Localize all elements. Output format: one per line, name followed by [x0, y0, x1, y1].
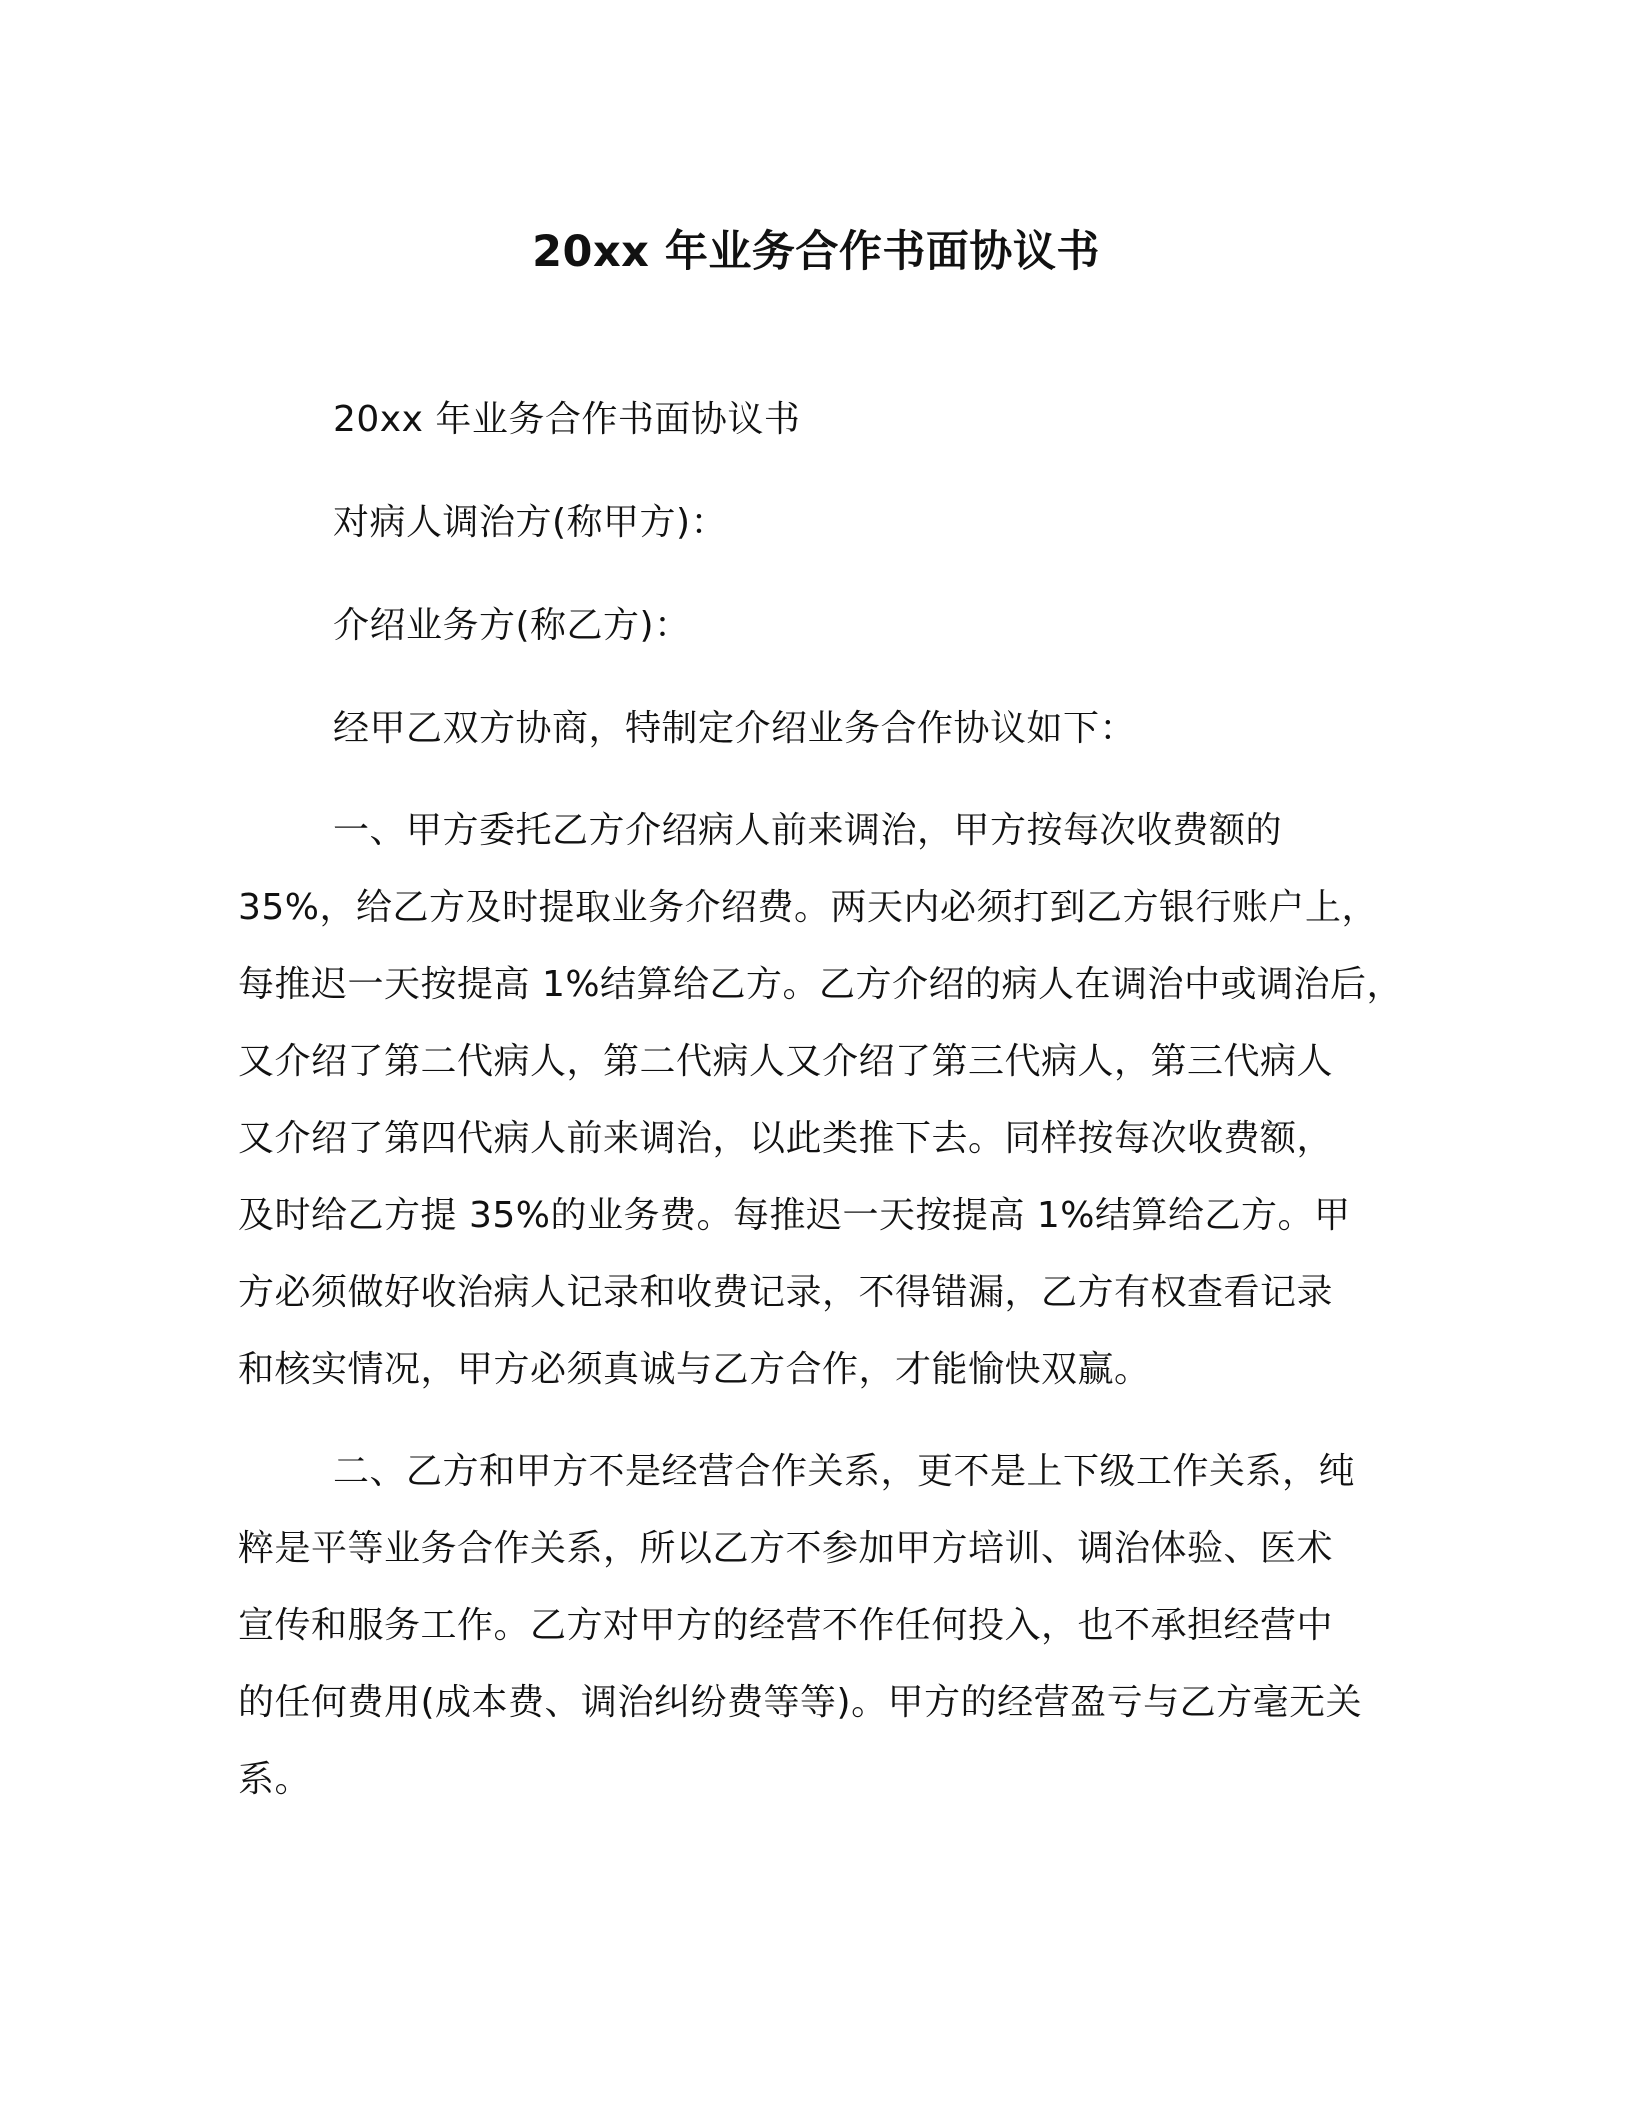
- clause-1-line: 每推迟一天按提高 1%结算给乙方。乙方介绍的病人在调治中或调治后，: [238, 964, 1404, 1005]
- clause-2-line: 宣传和服务工作。乙方对甲方的经营不作任何投入，也不承担经营中: [238, 1605, 1334, 1646]
- clause-1-line: 及时给乙方提 35%的业务费。每推迟一天按提高 1%结算给乙方。甲: [238, 1195, 1351, 1236]
- clause-1-line: 又介绍了第二代病人，第二代病人又介绍了第三代病人，第三代病人: [238, 1041, 1334, 1082]
- clause-2-line: 系。: [238, 1759, 312, 1800]
- document-title: 20xx 年业务合作书面协议书: [532, 227, 1100, 277]
- clause-2-line: 的任何费用(成本费、调治纠纷费等等)。甲方的经营盈亏与乙方毫无关: [238, 1682, 1363, 1723]
- clause-1-line: 35%，给乙方及时提取业务介绍费。两天内必须打到乙方银行账户上，: [238, 887, 1379, 928]
- clause-1-line: 一、甲方委托乙方介绍病人前来调治，甲方按每次收费额的: [333, 810, 1283, 851]
- party-a-line: 对病人调治方(称甲方)：: [333, 502, 728, 543]
- preamble-line: 经甲乙双方协商，特制定介绍业务合作协议如下：: [333, 708, 1137, 749]
- subtitle-line: 20xx 年业务合作书面协议书: [333, 399, 801, 440]
- clause-2-line: 粹是平等业务合作关系，所以乙方不参加甲方培训、调治体验、医术: [238, 1528, 1334, 1569]
- clause-1-line: 方必须做好收治病人记录和收费记录，不得错漏，乙方有权查看记录: [238, 1272, 1334, 1313]
- clause-1-line: 又介绍了第四代病人前来调治，以此类推下去。同样按每次收费额，: [238, 1118, 1334, 1159]
- clause-1-line: 和核实情况，甲方必须真诚与乙方合作，才能愉快双赢。: [238, 1349, 1151, 1390]
- party-b-line: 介绍业务方(称乙方)：: [333, 605, 691, 646]
- clause-2-line: 二、乙方和甲方不是经营合作关系，更不是上下级工作关系，纯: [333, 1451, 1356, 1492]
